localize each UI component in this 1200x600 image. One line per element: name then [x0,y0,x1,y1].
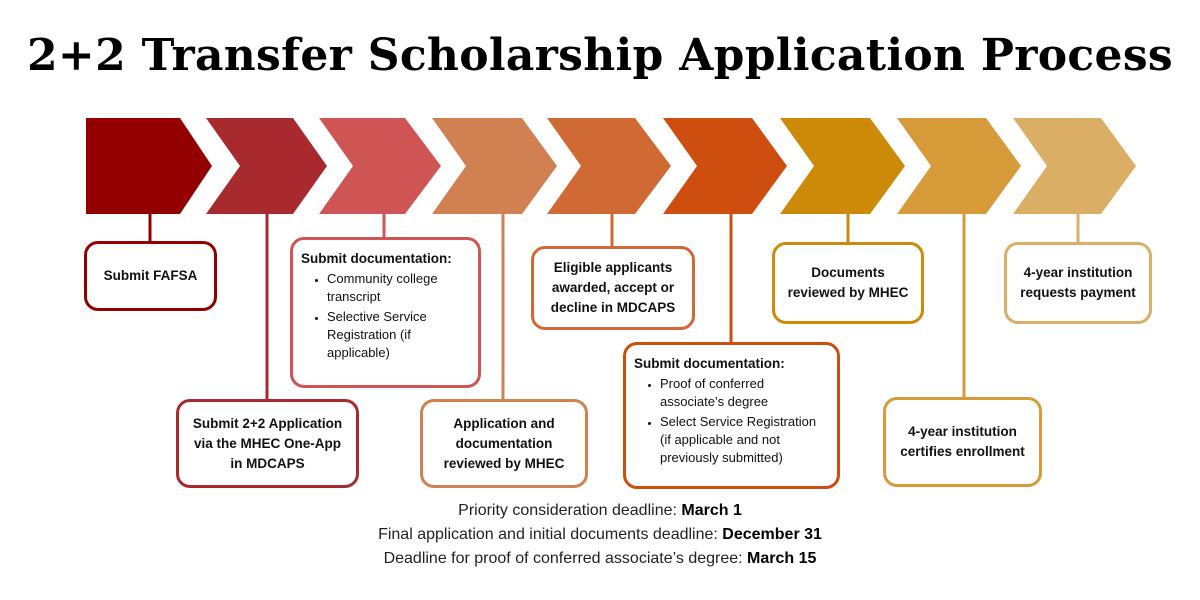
step-9-box [1004,242,1152,324]
step-label: 4-year institution requests payment [1020,265,1136,300]
deadline-date: March 1 [681,502,742,519]
step-6-box [623,342,840,489]
step-1-box [84,241,217,311]
list-item: • Select Service Registration (if applicable and not previously submitted) [660,413,829,467]
deadline-final-application: Final application and initial documents deadline: December 31 [378,526,822,543]
chevron-step-2 [206,118,327,214]
documentation-list [301,270,470,364]
step-2-box [176,399,359,488]
chevron-step-6 [663,118,787,214]
step-label: Application and documentation reviewed by MHEC [443,415,565,471]
step-3-box [290,237,481,388]
deadline-priority: Priority consideration deadline: March 1 [458,502,742,519]
step-4-box [420,399,588,488]
step-heading: Submit documentation: [301,251,452,266]
chevron-step-7 [780,118,905,214]
deadline-degree-proof: Deadline for proof of conferred associate’s degree: March 15 [383,550,817,567]
chevron-step-4 [432,118,557,214]
step-5-box [531,246,695,330]
step-label: 4-year institution certifies enrollment [900,424,1025,459]
deadlines [0,499,1200,571]
list-item: • Selective Service Registration (if applicable) [327,308,470,362]
step-label: Submit FAFSA [103,268,198,283]
step-7-box [772,242,924,324]
step-8-box [883,397,1042,487]
deadline-date: March 15 [747,550,817,567]
step-label: Eligible applicants awarded, accept or decline in MDCAPS [550,260,676,315]
chevron-step-3 [319,118,441,214]
chevron-step-9 [1013,118,1136,214]
documentation-list [634,375,829,469]
list-item: • Proof of conferred associate’s degree [660,375,829,411]
chevron-step-8 [897,118,1021,214]
deadline-date: December 31 [722,526,822,543]
step-label: Submit 2+2 Application via the MHEC One-App in MDCAPS [192,415,343,471]
page-title: 2+2 Transfer Scholarship Application Process [27,30,1173,81]
chevron-step-5 [547,118,671,214]
chevron-step-1 [86,118,212,214]
step-label: Documents reviewed by MHEC [787,265,909,300]
step-heading: Submit documentation: [634,356,785,371]
list-item: • Community college transcript [327,270,470,306]
